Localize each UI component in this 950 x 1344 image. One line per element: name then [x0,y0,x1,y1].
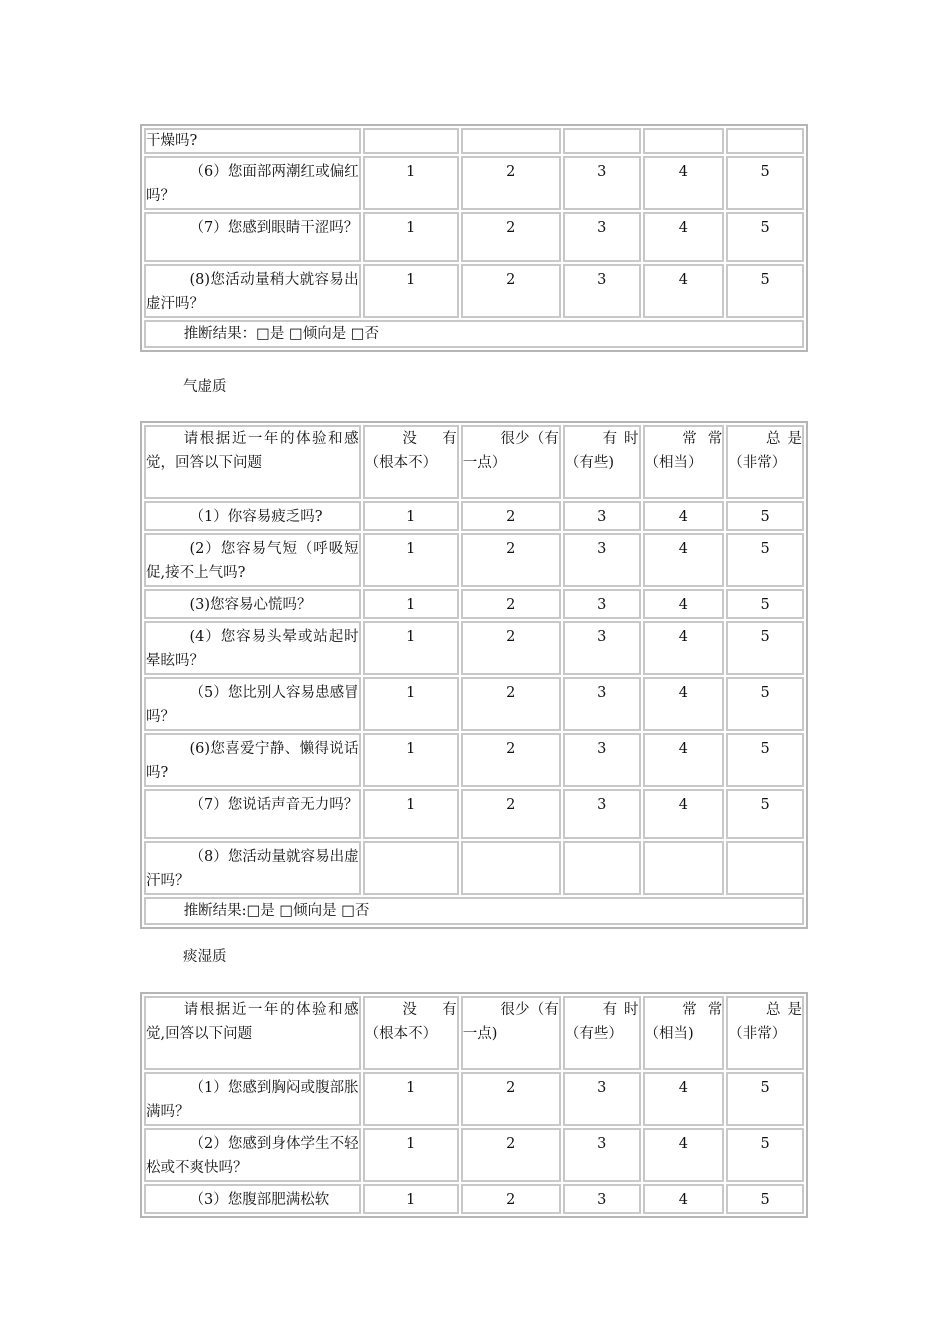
score-cell: 1 [363,789,459,839]
table-row [144,501,804,531]
score-cell: 3 [563,789,641,839]
question-cell: (3)您容易心慌吗？ [144,589,361,619]
score-cell: 5 [726,733,804,787]
score-cell: 3 [563,733,641,787]
table-row [144,128,804,154]
question-cell: 干燥吗? [144,128,361,154]
score-cell: 3 [563,1072,641,1126]
question-cell: （7）您说话声音无力吗？ [144,789,361,839]
score-cell: 2 [461,677,561,731]
score-cell: 5 [726,1128,804,1182]
result-row [144,320,804,348]
score-cell: 2 [461,621,561,675]
score-cell: 2 [461,733,561,787]
score-cell: 4 [643,212,725,262]
question-cell: (8)您活动量稍大就容易出虚汗吗？ [144,264,361,318]
score-cell [643,841,725,895]
result-text: 推断结果：□是 □倾向是 □否 [144,320,804,348]
score-cell: 1 [363,212,459,262]
score-cell: 5 [726,533,804,587]
score-cell: 5 [726,1072,804,1126]
table-row [144,1128,804,1182]
score-cell: 4 [643,501,725,531]
table-row [144,156,804,210]
question-cell: （7）您感到眼睛干涩吗？ [144,212,361,262]
score-cell: 5 [726,156,804,210]
question-cell: （3）您腹部肥满松软 [144,1184,361,1214]
score-cell: 1 [363,1128,459,1182]
score-cell: 3 [563,1128,641,1182]
score-cell: 4 [643,621,725,675]
score-cell: 2 [461,1184,561,1214]
score-cell: 5 [726,621,804,675]
score-cell [726,841,804,895]
score-cell: 3 [563,264,641,318]
score-cell: 3 [563,533,641,587]
score-cell [461,128,561,154]
score-cell: 2 [461,156,561,210]
score-cell: 5 [726,1184,804,1214]
header-col-rarely: 很少（有一点) [461,996,561,1070]
score-cell: 4 [643,1128,725,1182]
score-cell: 1 [363,677,459,731]
result-text: 推断结果:□是 □倾向是 □否 [144,897,804,925]
table-qixu [140,421,808,929]
score-cell [461,841,561,895]
header-row [144,425,804,499]
score-cell [563,841,641,895]
question-cell: （6）您面部两潮红或偏红吗？ [144,156,361,210]
score-cell: 3 [563,1184,641,1214]
score-cell [643,128,725,154]
question-cell: (6)您喜爱宁静、懒得说话吗? [144,733,361,787]
score-cell: 4 [643,533,725,587]
table-top [140,124,808,352]
header-col-always: 总是（非常） [726,425,804,499]
score-cell: 1 [363,533,459,587]
score-cell: 4 [643,589,725,619]
table-tanshi [140,992,808,1218]
score-cell: 4 [643,1184,725,1214]
table-row [144,1184,804,1214]
score-cell: 1 [363,589,459,619]
score-cell: 4 [643,677,725,731]
score-cell: 1 [363,1184,459,1214]
question-cell: (4）您容易头晕或站起时晕眩吗？ [144,621,361,675]
score-cell: 3 [563,589,641,619]
section-title-tanshi: 痰湿质 [183,949,227,965]
header-col-sometimes: 有时（有些) [563,425,641,499]
score-cell: 2 [461,789,561,839]
score-cell: 1 [363,733,459,787]
header-prompt: 请根据近一年的体验和感觉，回答以下问题 [144,425,361,499]
question-cell: （5）您比别人容易患感冒吗？ [144,677,361,731]
header-col-always: 总是（非常） [726,996,804,1070]
score-cell: 2 [461,533,561,587]
header-col-often: 常常（相当) [643,996,725,1070]
score-cell: 2 [461,1128,561,1182]
table-row [144,1072,804,1126]
header-col-often: 常常（相当） [643,425,725,499]
score-cell: 4 [643,264,725,318]
section-title-qixu: 气虚质 [183,379,227,395]
score-cell: 1 [363,501,459,531]
header-col-never: 没有（根本不） [363,425,459,499]
score-cell: 5 [726,677,804,731]
question-cell: （1）你容易疲乏吗? [144,501,361,531]
table-row [144,733,804,787]
score-cell [363,841,459,895]
score-cell: 3 [563,621,641,675]
table-row [144,621,804,675]
score-cell: 5 [726,589,804,619]
header-col-sometimes: 有时（有些） [563,996,641,1070]
score-cell: 4 [643,1072,725,1126]
table-row [144,264,804,318]
score-cell: 2 [461,1072,561,1126]
question-cell: （2）您感到身体学生不轻松或不爽快吗？ [144,1128,361,1182]
score-cell: 1 [363,621,459,675]
score-cell: 5 [726,212,804,262]
score-cell: 4 [643,156,725,210]
score-cell: 2 [461,501,561,531]
score-cell [726,128,804,154]
score-cell: 3 [563,501,641,531]
question-cell: （8）您活动量就容易出虚汗吗？ [144,841,361,895]
score-cell: 4 [643,789,725,839]
score-cell: 5 [726,264,804,318]
score-cell: 3 [563,677,641,731]
table-row [144,533,804,587]
table-row [144,789,804,839]
score-cell: 2 [461,212,561,262]
header-col-never: 没有（根本不） [363,996,459,1070]
table-row [144,677,804,731]
header-col-rarely: 很少（有一点） [461,425,561,499]
table-row [144,589,804,619]
score-cell [563,128,641,154]
score-cell: 3 [563,212,641,262]
header-prompt: 请根据近一年的体验和感觉,回答以下问题 [144,996,361,1070]
question-cell: （1）您感到胸闷或腹部胀满吗？ [144,1072,361,1126]
score-cell: 2 [461,589,561,619]
score-cell: 3 [563,156,641,210]
header-row [144,996,804,1070]
score-cell: 1 [363,1072,459,1126]
question-cell: (2）您容易气短（呼吸短促,接不上气吗? [144,533,361,587]
table-row [144,212,804,262]
score-cell: 5 [726,501,804,531]
score-cell: 5 [726,789,804,839]
score-cell [363,128,459,154]
score-cell: 2 [461,264,561,318]
table-row [144,841,804,895]
score-cell: 4 [643,733,725,787]
score-cell: 1 [363,156,459,210]
score-cell: 1 [363,264,459,318]
result-row [144,897,804,925]
